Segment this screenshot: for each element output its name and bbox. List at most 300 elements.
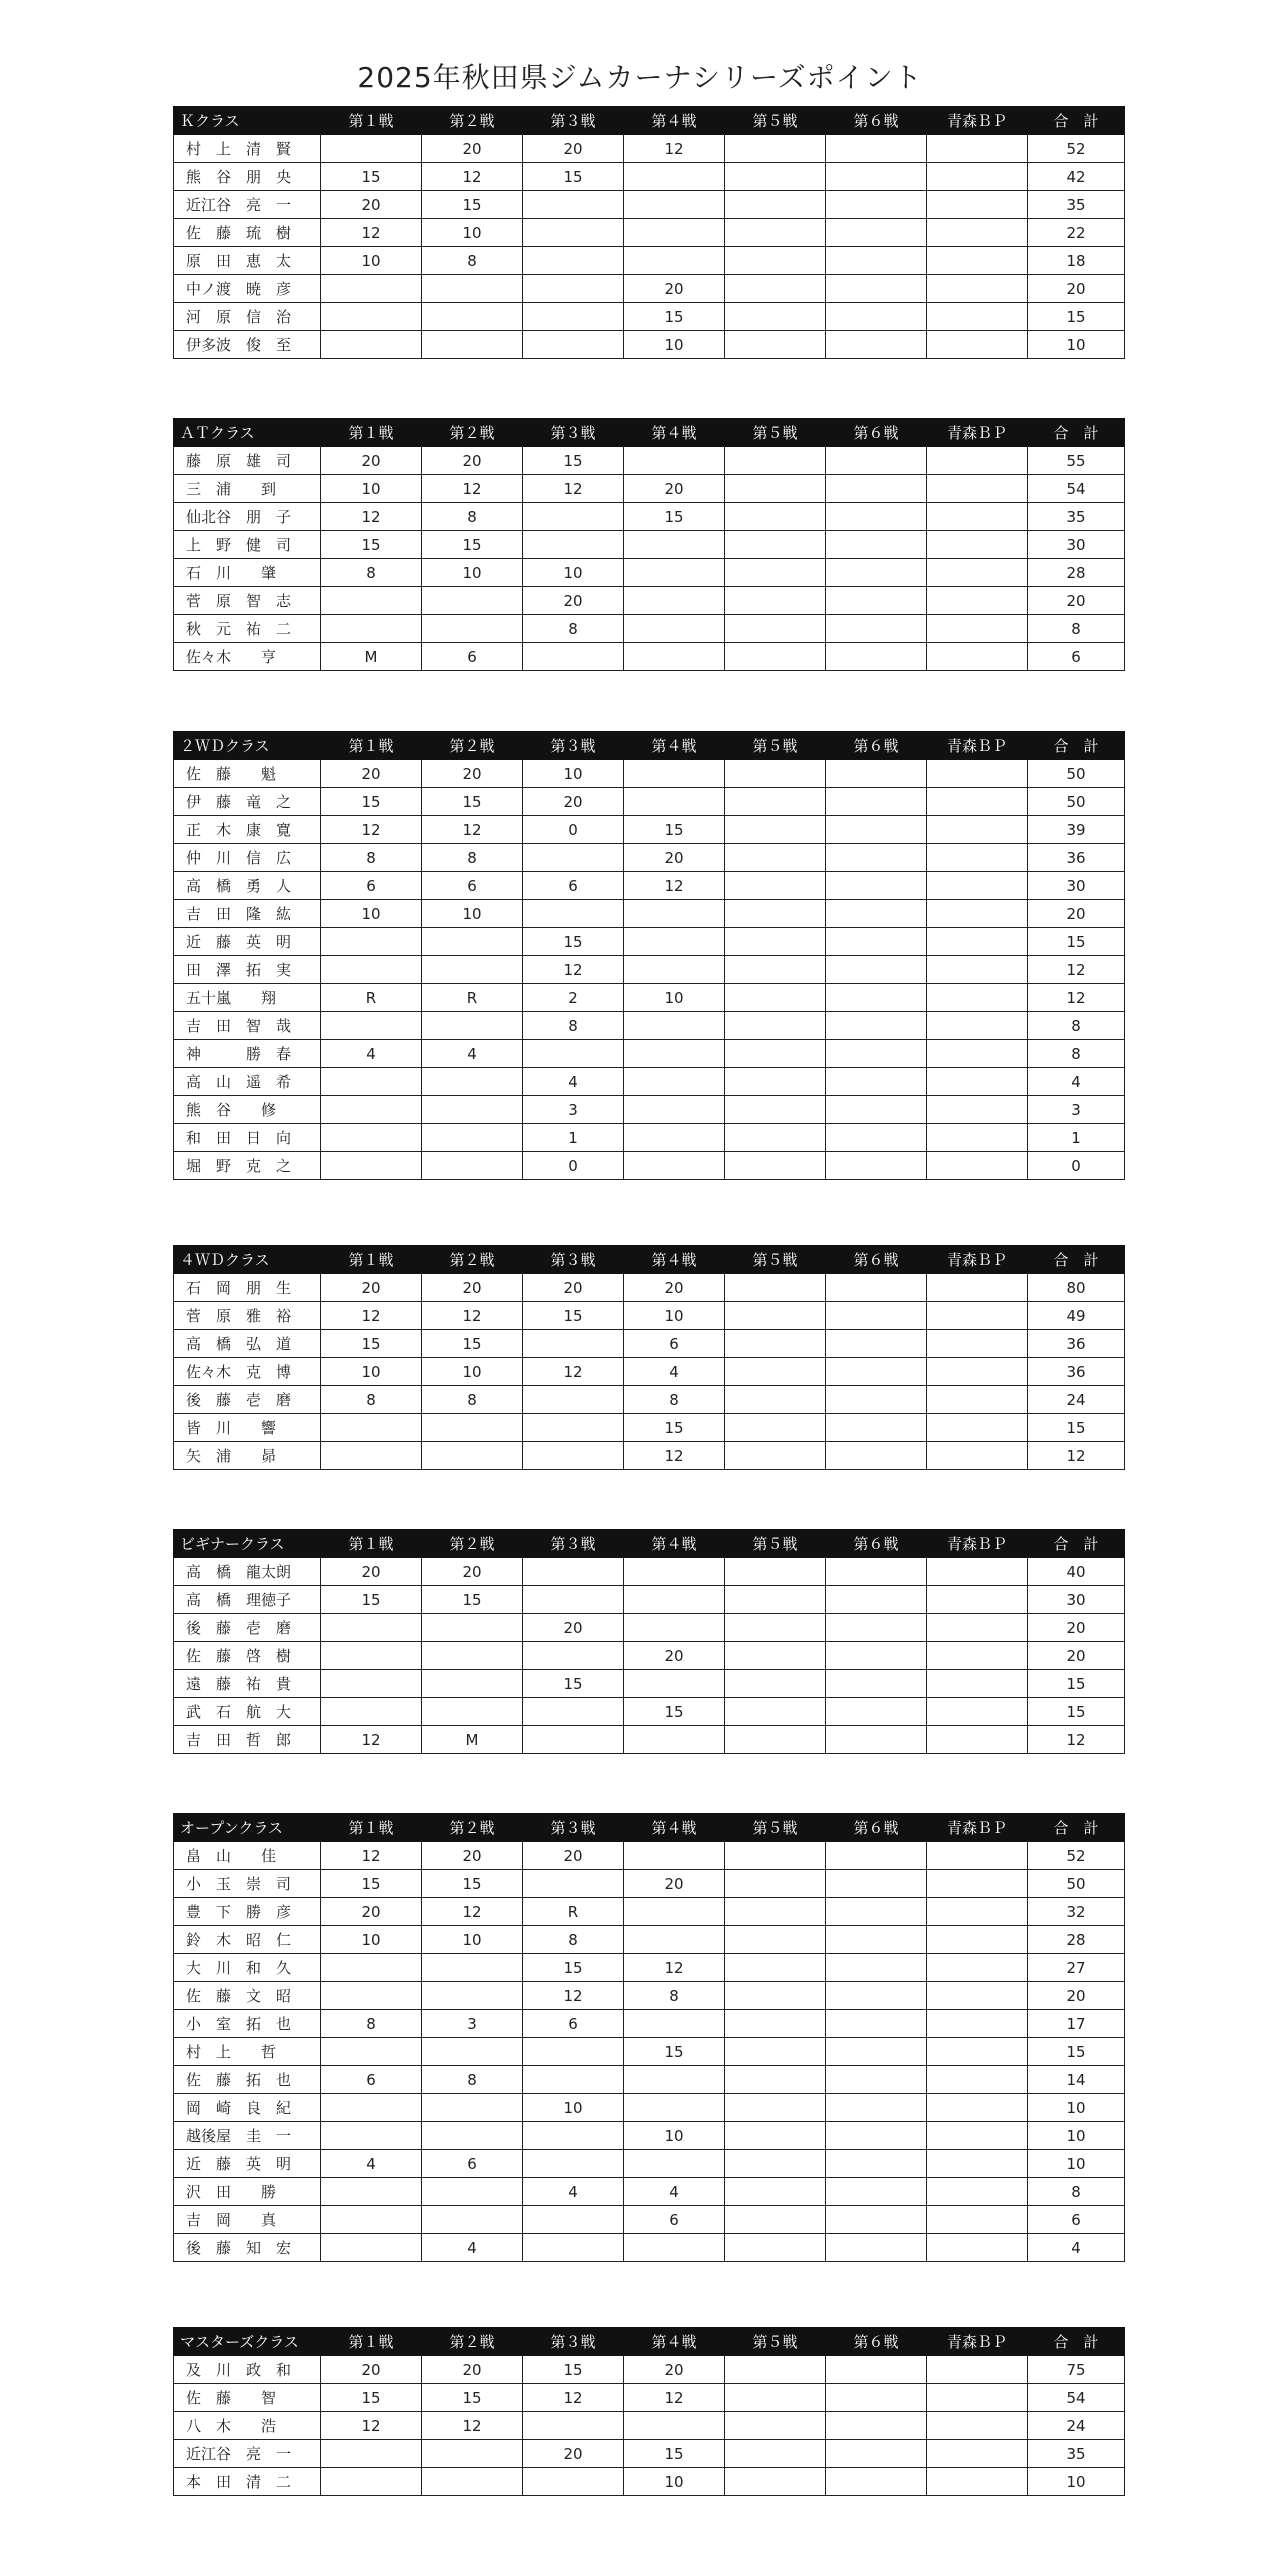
round-points-cell [523, 531, 624, 559]
round-points-cell: 10 [523, 2094, 624, 2122]
round-column-header: 第５戦 [725, 1530, 826, 1558]
round-points-cell: 15 [624, 1414, 725, 1442]
round-points-cell [624, 191, 725, 219]
driver-name: 畠 山 佳 [174, 1842, 321, 1870]
round-points-cell [826, 1274, 927, 1302]
round-points-cell [826, 928, 927, 956]
round-points-cell [725, 1558, 826, 1586]
table-row [174, 1982, 1125, 2010]
round-points-cell: 15 [422, 788, 523, 816]
round-column-header: 第３戦 [523, 732, 624, 760]
round-points-cell: M [321, 643, 422, 671]
round-points-cell [826, 1040, 927, 1068]
total-points-cell: 10 [1028, 2150, 1125, 2178]
round-points-cell [826, 643, 927, 671]
round-points-cell: 6 [422, 872, 523, 900]
driver-name: 近江谷 亮 一 [174, 191, 321, 219]
round-points-cell [422, 1642, 523, 1670]
round-points-cell [422, 331, 523, 359]
round-points-cell [321, 303, 422, 331]
driver-name: 後 藤 壱 磨 [174, 1386, 321, 1414]
class-section [173, 1813, 1125, 2262]
points-table [173, 1529, 1125, 1754]
total-points-cell: 10 [1028, 331, 1125, 359]
round-points-cell [826, 1068, 927, 1096]
round-points-cell [624, 2010, 725, 2038]
round-points-cell: 10 [523, 760, 624, 788]
table-row [174, 2150, 1125, 2178]
total-points-cell: 50 [1028, 788, 1125, 816]
total-points-cell: 20 [1028, 900, 1125, 928]
round-points-cell: 4 [624, 2178, 725, 2206]
round-points-cell: 10 [321, 1926, 422, 1954]
round-points-cell [321, 1012, 422, 1040]
header-row [174, 1530, 1125, 1558]
driver-name: 皆 川 響 [174, 1414, 321, 1442]
round-column-header: 第４戦 [624, 1246, 725, 1274]
round-points-cell [422, 1124, 523, 1152]
round-points-cell [725, 1040, 826, 1068]
table-row [174, 2412, 1125, 2440]
round-points-cell: 20 [624, 275, 725, 303]
round-points-cell [927, 1926, 1028, 1954]
round-points-cell [927, 788, 1028, 816]
round-points-cell [422, 2038, 523, 2066]
round-points-cell [321, 1670, 422, 1698]
round-points-cell: 12 [624, 1442, 725, 1470]
driver-name: 越後屋 圭 一 [174, 2122, 321, 2150]
round-points-cell [927, 1414, 1028, 1442]
round-points-cell [725, 275, 826, 303]
round-points-cell [826, 2384, 927, 2412]
round-column-header: 第２戦 [422, 1530, 523, 1558]
driver-name: 佐 藤 拓 也 [174, 2066, 321, 2094]
total-points-cell: 8 [1028, 2178, 1125, 2206]
round-points-cell [826, 615, 927, 643]
round-points-cell [927, 984, 1028, 1012]
round-points-cell: 15 [422, 1586, 523, 1614]
round-points-cell [826, 1642, 927, 1670]
round-points-cell [624, 2412, 725, 2440]
round-points-cell: 6 [321, 2066, 422, 2094]
round-points-cell [826, 559, 927, 587]
round-points-cell [321, 2468, 422, 2496]
round-points-cell: 12 [422, 1302, 523, 1330]
round-points-cell [624, 1068, 725, 1096]
round-points-cell: 10 [624, 1302, 725, 1330]
round-points-cell [826, 1870, 927, 1898]
total-points-cell: 12 [1028, 1442, 1125, 1470]
driver-name: 高 橋 龍太朗 [174, 1558, 321, 1586]
round-points-cell: 15 [523, 1302, 624, 1330]
round-points-cell [422, 2440, 523, 2468]
table-row [174, 844, 1125, 872]
round-points-cell: 12 [523, 1358, 624, 1386]
round-points-cell [725, 135, 826, 163]
round-points-cell: 0 [523, 816, 624, 844]
round-points-cell [725, 2178, 826, 2206]
round-points-cell [826, 2178, 927, 2206]
table-row [174, 2178, 1125, 2206]
round-points-cell: 20 [624, 1870, 725, 1898]
total-points-cell: 50 [1028, 1870, 1125, 1898]
total-points-cell: 3 [1028, 1096, 1125, 1124]
round-points-cell [826, 1982, 927, 2010]
round-column-header: 第５戦 [725, 107, 826, 135]
round-points-cell [725, 1152, 826, 1180]
round-points-cell: 10 [624, 984, 725, 1012]
round-points-cell [927, 1442, 1028, 1470]
total-points-cell: 8 [1028, 1040, 1125, 1068]
round-points-cell [826, 2122, 927, 2150]
total-points-cell: 36 [1028, 844, 1125, 872]
driver-name: 吉 岡 真 [174, 2206, 321, 2234]
header-row [174, 2328, 1125, 2356]
round-points-cell [826, 1012, 927, 1040]
driver-name: 佐々木 亨 [174, 643, 321, 671]
round-points-cell: 15 [422, 1330, 523, 1358]
round-points-cell [927, 956, 1028, 984]
round-points-cell [725, 1842, 826, 1870]
round-points-cell [422, 587, 523, 615]
driver-name: 伊 藤 竜 之 [174, 788, 321, 816]
round-points-cell: 20 [523, 788, 624, 816]
round-points-cell: 20 [624, 475, 725, 503]
round-points-cell [927, 2384, 1028, 2412]
round-points-cell [523, 2206, 624, 2234]
round-points-cell [422, 2178, 523, 2206]
round-points-cell [725, 1096, 826, 1124]
driver-name: 和 田 日 向 [174, 1124, 321, 1152]
round-column-header: 第１戦 [321, 1530, 422, 1558]
class-name-header: オープンクラス [174, 1814, 321, 1842]
round-points-cell: 8 [321, 2010, 422, 2038]
round-points-cell [826, 788, 927, 816]
round-points-cell [725, 1442, 826, 1470]
round-points-cell [725, 900, 826, 928]
round-points-cell: 15 [523, 163, 624, 191]
round-points-cell: 20 [523, 1614, 624, 1642]
round-column-header: 第３戦 [523, 1814, 624, 1842]
driver-name: 藤 原 雄 司 [174, 447, 321, 475]
round-points-cell [826, 1124, 927, 1152]
round-points-cell [927, 2234, 1028, 2262]
round-points-cell: 0 [523, 1152, 624, 1180]
total-points-cell: 0 [1028, 1152, 1125, 1180]
round-points-cell: 12 [422, 2412, 523, 2440]
round-points-cell [725, 531, 826, 559]
round-points-cell: 15 [422, 191, 523, 219]
round-points-cell [523, 643, 624, 671]
round-points-cell: 20 [321, 447, 422, 475]
driver-name: 神 勝 春 [174, 1040, 321, 1068]
round-column-header: 第５戦 [725, 1246, 826, 1274]
round-points-cell [826, 331, 927, 359]
round-column-header: 第５戦 [725, 1814, 826, 1842]
round-points-cell: 10 [321, 475, 422, 503]
round-points-cell [826, 1386, 927, 1414]
round-column-header: 第１戦 [321, 1814, 422, 1842]
round-points-cell [826, 2206, 927, 2234]
total-points-cell: 15 [1028, 1414, 1125, 1442]
driver-name: 小 室 拓 也 [174, 2010, 321, 2038]
round-points-cell: 20 [321, 1274, 422, 1302]
table-row [174, 1614, 1125, 1642]
total-points-cell: 36 [1028, 1330, 1125, 1358]
total-points-cell: 4 [1028, 1068, 1125, 1096]
round-points-cell [725, 2356, 826, 2384]
total-points-cell: 12 [1028, 1726, 1125, 1754]
round-points-cell [927, 2356, 1028, 2384]
round-points-cell: 12 [422, 1898, 523, 1926]
round-points-cell [523, 1586, 624, 1614]
total-points-cell: 8 [1028, 1012, 1125, 1040]
total-points-cell: 1 [1028, 1124, 1125, 1152]
class-section [173, 2327, 1125, 2496]
total-points-cell: 36 [1028, 1358, 1125, 1386]
round-points-cell [826, 1614, 927, 1642]
round-points-cell [927, 844, 1028, 872]
round-points-cell [725, 331, 826, 359]
round-points-cell [523, 1642, 624, 1670]
total-column-header: 合 計 [1028, 107, 1125, 135]
round-points-cell [422, 2122, 523, 2150]
points-table [173, 1245, 1125, 1470]
round-points-cell [624, 788, 725, 816]
round-points-cell [826, 531, 927, 559]
round-points-cell: 10 [523, 559, 624, 587]
total-points-cell: 40 [1028, 1558, 1125, 1586]
round-column-header: 第５戦 [725, 419, 826, 447]
table-row [174, 1558, 1125, 1586]
round-points-cell [826, 872, 927, 900]
round-points-cell [927, 1386, 1028, 1414]
round-points-cell: 10 [422, 1358, 523, 1386]
round-points-cell [422, 956, 523, 984]
round-points-cell [826, 2066, 927, 2094]
round-points-cell [725, 2010, 826, 2038]
round-points-cell [725, 1330, 826, 1358]
header-row [174, 1814, 1125, 1842]
table-row [174, 1726, 1125, 1754]
round-points-cell: 8 [422, 247, 523, 275]
round-points-cell [826, 1898, 927, 1926]
round-points-cell [927, 1012, 1028, 1040]
round-points-cell [927, 1358, 1028, 1386]
total-points-cell: 24 [1028, 1386, 1125, 1414]
round-points-cell [422, 1414, 523, 1442]
round-column-header: 第３戦 [523, 107, 624, 135]
round-points-cell [422, 1954, 523, 1982]
total-points-cell: 15 [1028, 928, 1125, 956]
round-points-cell [826, 1698, 927, 1726]
round-points-cell [927, 2066, 1028, 2094]
round-points-cell: 8 [523, 615, 624, 643]
round-points-cell [624, 1586, 725, 1614]
table-row [174, 760, 1125, 788]
total-points-cell: 30 [1028, 872, 1125, 900]
round-points-cell [826, 2412, 927, 2440]
round-points-cell [523, 844, 624, 872]
round-points-cell [523, 2122, 624, 2150]
round-points-cell [927, 816, 1028, 844]
total-points-cell: 22 [1028, 219, 1125, 247]
round-points-cell [725, 1586, 826, 1614]
round-points-cell [422, 303, 523, 331]
round-points-cell [927, 900, 1028, 928]
round-points-cell [725, 788, 826, 816]
table-row [174, 900, 1125, 928]
table-row [174, 163, 1125, 191]
round-points-cell [725, 475, 826, 503]
driver-name: 大 川 和 久 [174, 1954, 321, 1982]
total-points-cell: 10 [1028, 2122, 1125, 2150]
round-points-cell [523, 191, 624, 219]
table-row [174, 2206, 1125, 2234]
round-points-cell [523, 2066, 624, 2094]
round-points-cell [927, 531, 1028, 559]
round-points-cell: 4 [523, 1068, 624, 1096]
round-points-cell [725, 2150, 826, 2178]
round-points-cell [725, 587, 826, 615]
round-points-cell [321, 1982, 422, 2010]
round-points-cell [422, 1698, 523, 1726]
table-row [174, 2010, 1125, 2038]
class-section [173, 1529, 1125, 1754]
round-points-cell: 6 [321, 872, 422, 900]
round-points-cell: 15 [624, 503, 725, 531]
table-row [174, 643, 1125, 671]
round-points-cell [321, 1614, 422, 1642]
table-row [174, 816, 1125, 844]
round-points-cell [826, 303, 927, 331]
class-section [173, 106, 1125, 359]
round-points-cell [826, 2010, 927, 2038]
round-points-cell [725, 2384, 826, 2412]
class-section [173, 731, 1125, 1180]
class-name-header: ２ＷＤクラス [174, 732, 321, 760]
driver-name: 高 山 遥 希 [174, 1068, 321, 1096]
round-points-cell [725, 2412, 826, 2440]
round-points-cell [826, 247, 927, 275]
round-column-header: 第２戦 [422, 419, 523, 447]
driver-name: 佐 藤 文 昭 [174, 1982, 321, 2010]
round-column-header: 第４戦 [624, 107, 725, 135]
table-row [174, 2094, 1125, 2122]
table-row [174, 1358, 1125, 1386]
round-points-cell: 12 [523, 1982, 624, 2010]
table-row [174, 928, 1125, 956]
round-points-cell [927, 1898, 1028, 1926]
total-points-cell: 28 [1028, 1926, 1125, 1954]
total-points-cell: 30 [1028, 1586, 1125, 1614]
table-row [174, 2066, 1125, 2094]
round-points-cell [523, 2150, 624, 2178]
round-points-cell [927, 1726, 1028, 1754]
round-points-cell [725, 2206, 826, 2234]
table-row [174, 2234, 1125, 2262]
total-points-cell: 50 [1028, 760, 1125, 788]
round-points-cell [927, 191, 1028, 219]
round-points-cell: 15 [321, 531, 422, 559]
round-points-cell [321, 2206, 422, 2234]
round-points-cell: 15 [624, 2038, 725, 2066]
round-points-cell [826, 1330, 927, 1358]
round-points-cell: 12 [321, 816, 422, 844]
round-points-cell: 4 [422, 1040, 523, 1068]
total-column-header: 合 計 [1028, 419, 1125, 447]
round-points-cell [725, 1954, 826, 1982]
round-column-header: 第１戦 [321, 1246, 422, 1274]
round-points-cell [523, 1330, 624, 1358]
total-points-cell: 52 [1028, 135, 1125, 163]
total-points-cell: 27 [1028, 1954, 1125, 1982]
round-points-cell: 8 [624, 1386, 725, 1414]
round-points-cell: 10 [321, 1358, 422, 1386]
round-points-cell [927, 163, 1028, 191]
total-points-cell: 42 [1028, 163, 1125, 191]
driver-name: 菅 原 智 志 [174, 587, 321, 615]
round-points-cell [725, 984, 826, 1012]
round-points-cell: 8 [321, 1386, 422, 1414]
table-row [174, 1898, 1125, 1926]
round-column-header: 第２戦 [422, 732, 523, 760]
round-points-cell [826, 1302, 927, 1330]
table-row [174, 1442, 1125, 1470]
round-points-cell [624, 2234, 725, 2262]
round-column-header: 第６戦 [826, 1814, 927, 1842]
round-points-cell [422, 2094, 523, 2122]
round-points-cell [725, 1012, 826, 1040]
round-column-header: 第２戦 [422, 1246, 523, 1274]
round-points-cell: 20 [422, 1274, 523, 1302]
total-points-cell: 20 [1028, 587, 1125, 615]
round-points-cell: 8 [624, 1982, 725, 2010]
round-points-cell [826, 1414, 927, 1442]
round-points-cell [321, 1698, 422, 1726]
round-points-cell [826, 2468, 927, 2496]
table-row [174, 2038, 1125, 2066]
round-points-cell: 10 [422, 900, 523, 928]
table-row [174, 1330, 1125, 1358]
round-points-cell [725, 2468, 826, 2496]
round-points-cell [523, 503, 624, 531]
round-column-header: 第３戦 [523, 419, 624, 447]
round-points-cell [826, 1442, 927, 1470]
round-points-cell: 20 [321, 1558, 422, 1586]
round-points-cell [927, 587, 1028, 615]
total-points-cell: 15 [1028, 1698, 1125, 1726]
round-points-cell [624, 1670, 725, 1698]
round-points-cell [422, 2468, 523, 2496]
total-points-cell: 20 [1028, 275, 1125, 303]
table-row [174, 1586, 1125, 1614]
round-points-cell: 15 [321, 788, 422, 816]
round-column-header: 第４戦 [624, 419, 725, 447]
round-points-cell [422, 1096, 523, 1124]
driver-name: 本 田 清 二 [174, 2468, 321, 2496]
round-points-cell [725, 219, 826, 247]
driver-name: 佐々木 克 博 [174, 1358, 321, 1386]
round-points-cell [826, 191, 927, 219]
round-points-cell [927, 475, 1028, 503]
round-points-cell [523, 2038, 624, 2066]
round-points-cell [826, 760, 927, 788]
table-row [174, 275, 1125, 303]
round-points-cell: 20 [523, 1842, 624, 1870]
total-points-cell: 52 [1028, 1842, 1125, 1870]
round-points-cell [725, 1124, 826, 1152]
